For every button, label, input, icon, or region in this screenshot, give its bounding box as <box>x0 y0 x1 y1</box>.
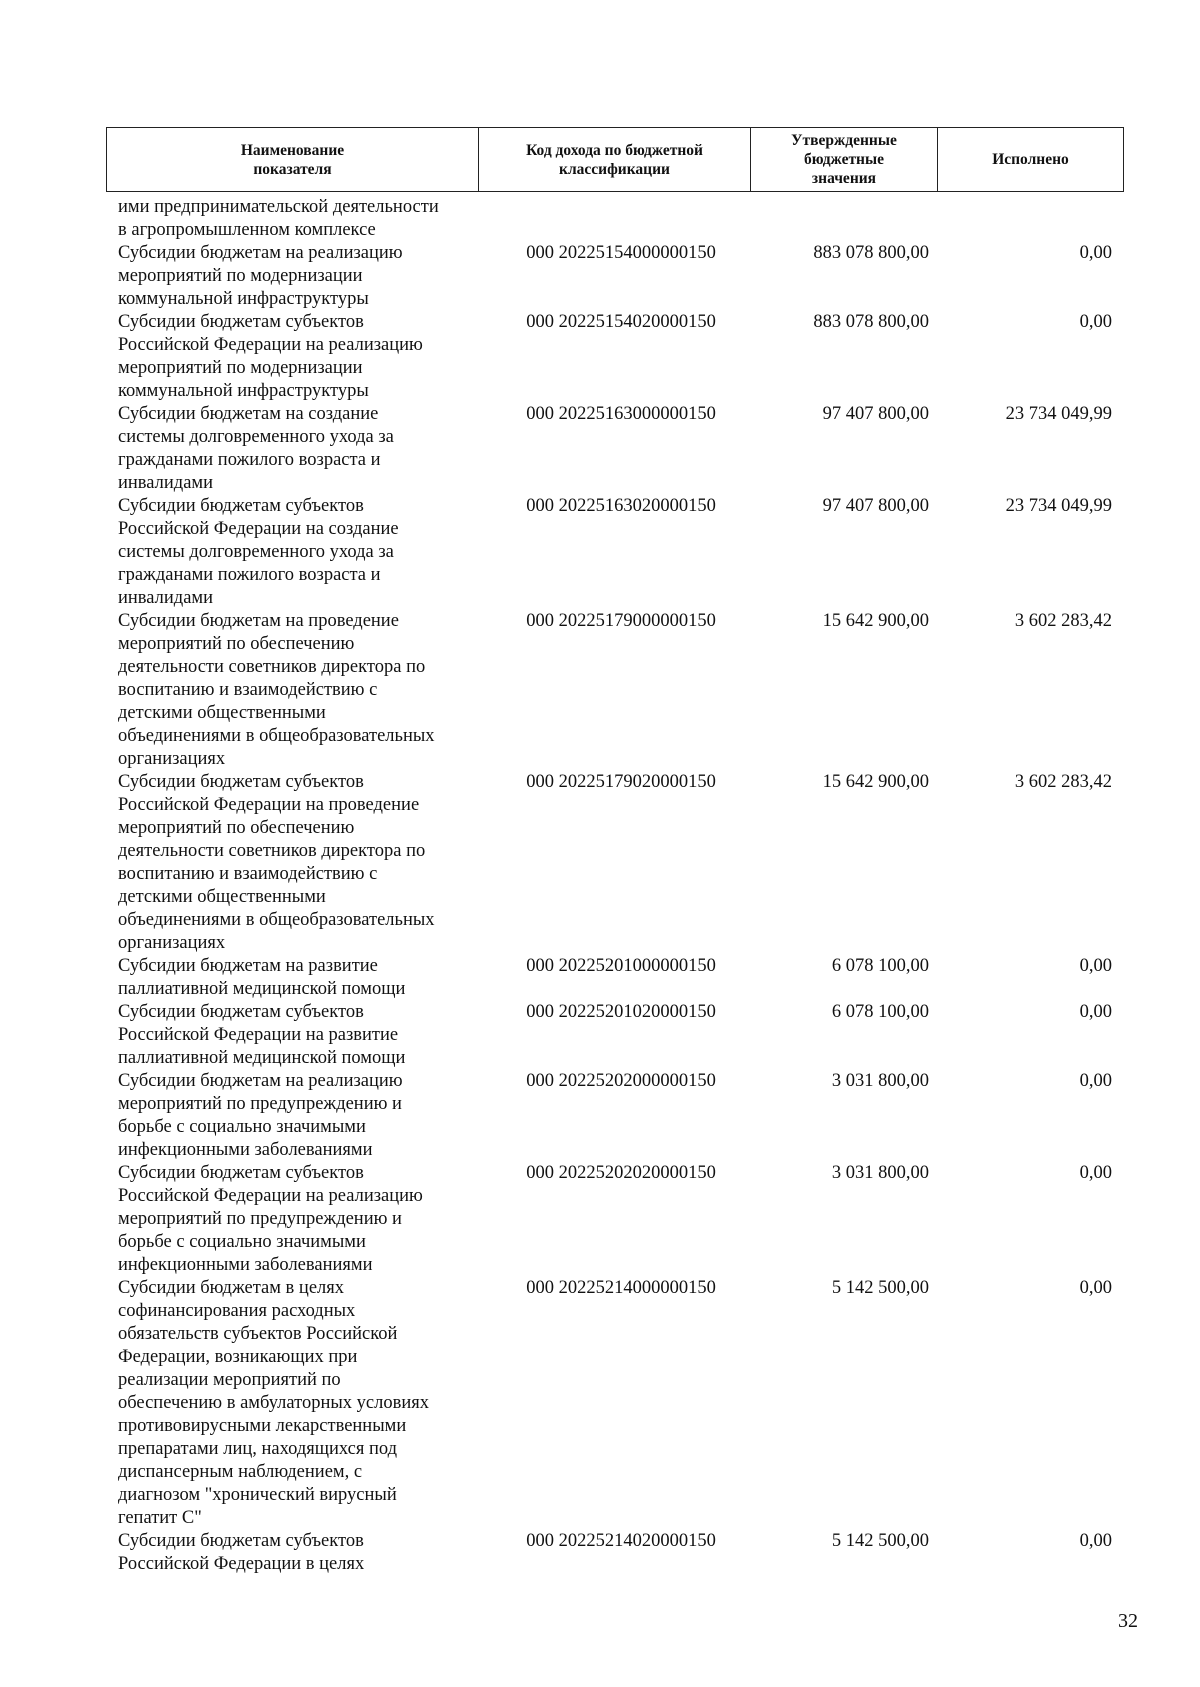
row-executed: 0,00 <box>1079 1278 1112 1298</box>
row-executed: 0,00 <box>1079 956 1112 976</box>
table-row <box>106 311 1124 403</box>
row-approved: 6 078 100,00 <box>831 1002 929 1022</box>
table-row <box>106 955 1124 1001</box>
row-code: 000 20225179020000150 <box>526 772 716 792</box>
row-name: Субсидии бюджетам в целях софинансирования расходных обязательств субъектов Российской Федерации, возникающих при реализации мероприятий по обеспечению в амбулаторных условиях противовирусными лекарственными препаратами лиц, находящихся под диспансерным наблюдением, с диагнозом "хронический вирусный гепатит С" <box>118 1278 429 1528</box>
table-row <box>106 771 1124 955</box>
row-name: Субсидии бюджетам субъектов Российской Федерации на реализацию мероприятий по предупреждению и борьбе с социально значимыми инфекционными заболеваниями <box>118 1163 423 1275</box>
row-approved: 883 078 800,00 <box>813 243 929 263</box>
row-approved: 5 142 500,00 <box>831 1531 929 1551</box>
row-name: Субсидии бюджетам на реализацию мероприятий по модернизации коммунальной инфраструктуры <box>118 243 403 309</box>
row-code: 000 20225154000000150 <box>526 243 716 263</box>
row-executed: 0,00 <box>1079 1002 1112 1022</box>
row-executed: 0,00 <box>1079 1163 1112 1183</box>
row-executed: 0,00 <box>1079 1071 1112 1091</box>
table-row <box>106 403 1124 495</box>
table-row <box>106 1001 1124 1070</box>
table-row <box>106 1070 1124 1162</box>
table-row <box>106 495 1124 610</box>
row-executed: 23 734 049,99 <box>1005 496 1112 516</box>
table-header <box>106 127 1124 192</box>
row-approved: 5 142 500,00 <box>831 1278 929 1298</box>
row-approved: 97 407 800,00 <box>822 496 929 516</box>
row-executed: 0,00 <box>1079 243 1112 263</box>
row-approved: 3 031 800,00 <box>831 1071 929 1091</box>
row-code: 000 20225201000000150 <box>526 956 716 976</box>
row-approved: 15 642 900,00 <box>822 611 929 631</box>
row-code: 000 20225202000000150 <box>526 1071 716 1091</box>
row-name: Субсидии бюджетам субъектов Российской Федерации на проведение мероприятий по обеспечению деятельности советников директора по воспитанию и взаимодействию с детскими общественными объединениями в общеобразовательных организациях <box>118 772 435 953</box>
table-row <box>106 1530 1124 1576</box>
header-code: Код дохода по бюджетной классификации <box>479 128 751 191</box>
row-code: 000 20225154020000150 <box>526 312 716 332</box>
row-code: 000 20225202020000150 <box>526 1163 716 1183</box>
table-row <box>106 1162 1124 1277</box>
row-name: Субсидии бюджетам на проведение мероприятий по обеспечению деятельности советников директора по воспитанию и взаимодействию с детскими общественными объединениями в общеобразовательных организациях <box>118 611 435 769</box>
header-name: Наименование показателя <box>107 128 479 191</box>
table-row <box>106 610 1124 771</box>
row-name: Субсидии бюджетам на реализацию мероприятий по предупреждению и борьбе с социально значимыми инфекционными заболеваниями <box>118 1071 403 1160</box>
row-approved: 15 642 900,00 <box>822 772 929 792</box>
table-row <box>106 1277 1124 1530</box>
row-name: Субсидии бюджетам субъектов Российской Федерации на создание системы долговременного ухода за гражданами пожилого возраста и инвалидами <box>118 496 399 608</box>
table-row <box>106 196 1124 242</box>
row-name: ими предпринимательской деятельности в агропромышленном комплексе <box>118 197 439 240</box>
row-executed: 0,00 <box>1079 312 1112 332</box>
row-name: Субсидии бюджетам субъектов Российской Федерации в целях <box>118 1531 365 1574</box>
row-name: Субсидии бюджетам субъектов Российской Федерации на развитие паллиативной медицинской помощи <box>118 1002 406 1068</box>
row-approved: 3 031 800,00 <box>831 1163 929 1183</box>
row-name: Субсидии бюджетам на создание системы долговременного ухода за гражданами пожилого возраста и инвалидами <box>118 404 394 493</box>
page-number: 32 <box>1118 1610 1138 1632</box>
row-code: 000 20225214000000150 <box>526 1278 716 1298</box>
row-executed: 23 734 049,99 <box>1005 404 1112 424</box>
row-code: 000 20225163020000150 <box>526 496 716 516</box>
row-code: 000 20225179000000150 <box>526 611 716 631</box>
row-executed: 0,00 <box>1079 1531 1112 1551</box>
header-executed: Исполнено <box>992 151 1069 168</box>
row-code: 000 20225201020000150 <box>526 1002 716 1022</box>
row-code: 000 20225214020000150 <box>526 1531 716 1551</box>
row-code: 000 20225163000000150 <box>526 404 716 424</box>
row-executed: 3 602 283,42 <box>1014 611 1112 631</box>
row-name: Субсидии бюджетам субъектов Российской Федерации на реализацию мероприятий по модернизации коммунальной инфраструктуры <box>118 312 423 401</box>
row-approved: 97 407 800,00 <box>822 404 929 424</box>
row-approved: 883 078 800,00 <box>813 312 929 332</box>
row-name: Субсидии бюджетам на развитие паллиативной медицинской помощи <box>118 956 406 999</box>
row-executed: 3 602 283,42 <box>1014 772 1112 792</box>
table-body <box>106 196 1124 1576</box>
table-row <box>106 242 1124 311</box>
row-approved: 6 078 100,00 <box>831 956 929 976</box>
header-approved: Утвержденные бюджетные значения <box>751 128 938 191</box>
